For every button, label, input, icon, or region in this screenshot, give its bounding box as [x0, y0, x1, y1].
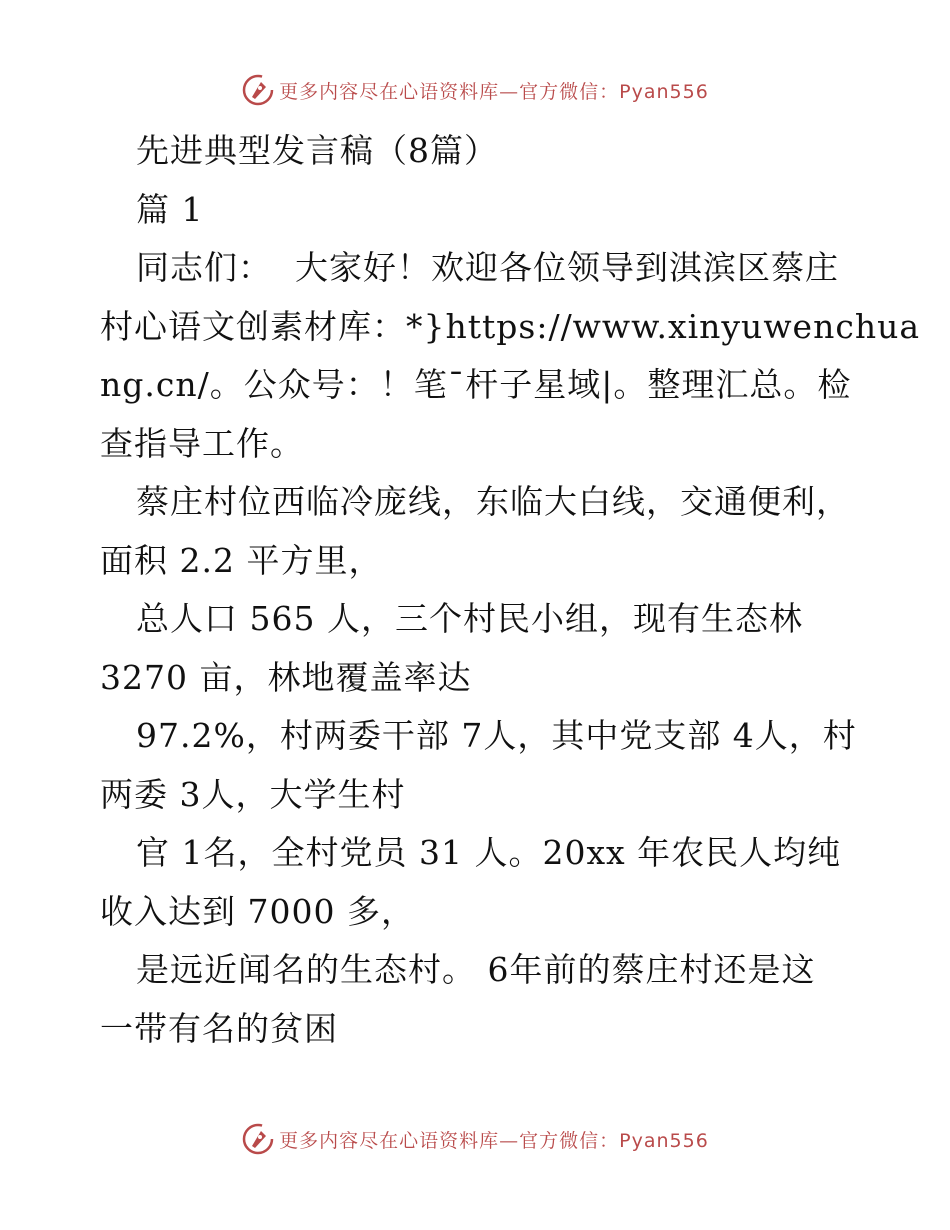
paragraph-line: 官 1名，全村党员 31 人。20xx 年农民人均纯 [136, 833, 842, 872]
doc-title: 先进典型发言稿（8篇） [136, 131, 498, 170]
paragraph-line: 两委 3人，大学生村 [100, 774, 406, 814]
paragraph-line: 同志们： 大家好！欢迎各位领导到淇滨区蔡庄 [136, 248, 839, 287]
paragraph-line: 蔡庄村位西临冷庞线，东临大白线，交通便利， [136, 482, 850, 521]
banner-wechat: 官方微信：Pyan556 [519, 80, 709, 103]
header-banner [0, 70, 950, 110]
section-heading: 篇 1 [136, 189, 204, 229]
banner-text [279, 1126, 709, 1153]
pen-nib-logo-icon [241, 73, 275, 107]
banner-separator: — [499, 80, 520, 103]
paragraph-line: 一带有名的贫困 [100, 1008, 338, 1048]
banner-wechat: 官方微信：Pyan556 [519, 1129, 709, 1152]
paragraph-line: 收入达到 7000 多， [100, 891, 415, 931]
paragraph-line: 村心语文创素材库：*}https://www.xinyuwenchua [100, 306, 921, 346]
paragraph-line: 97.2%，村两委干部 7人，其中党支部 4人，村 [136, 716, 857, 755]
paragraph-line: 面积 2.2 平方里， [100, 540, 383, 580]
paragraph-line: 是远近闻名的生态村。 6年前的蔡庄村还是这 [136, 950, 816, 989]
paragraph-line: 查指导工作。 [100, 423, 304, 463]
paragraph-line: ng.cn/。公众号：！笔¯杆子星域|。整理汇总。检 [100, 365, 852, 404]
banner-text [279, 77, 709, 104]
banner-title: 更多内容尽在心语资料库 [279, 80, 500, 103]
pen-nib-logo-icon [241, 1122, 275, 1156]
paragraph-line: 3270 亩，林地覆盖率达 [100, 657, 472, 697]
paragraph-line: 总人口 565 人，三个村民小组，现有生态林 [136, 599, 803, 638]
banner-separator: — [499, 1129, 520, 1152]
footer-banner [0, 1119, 950, 1159]
document-body [100, 122, 921, 1058]
banner-title: 更多内容尽在心语资料库 [279, 1129, 500, 1152]
